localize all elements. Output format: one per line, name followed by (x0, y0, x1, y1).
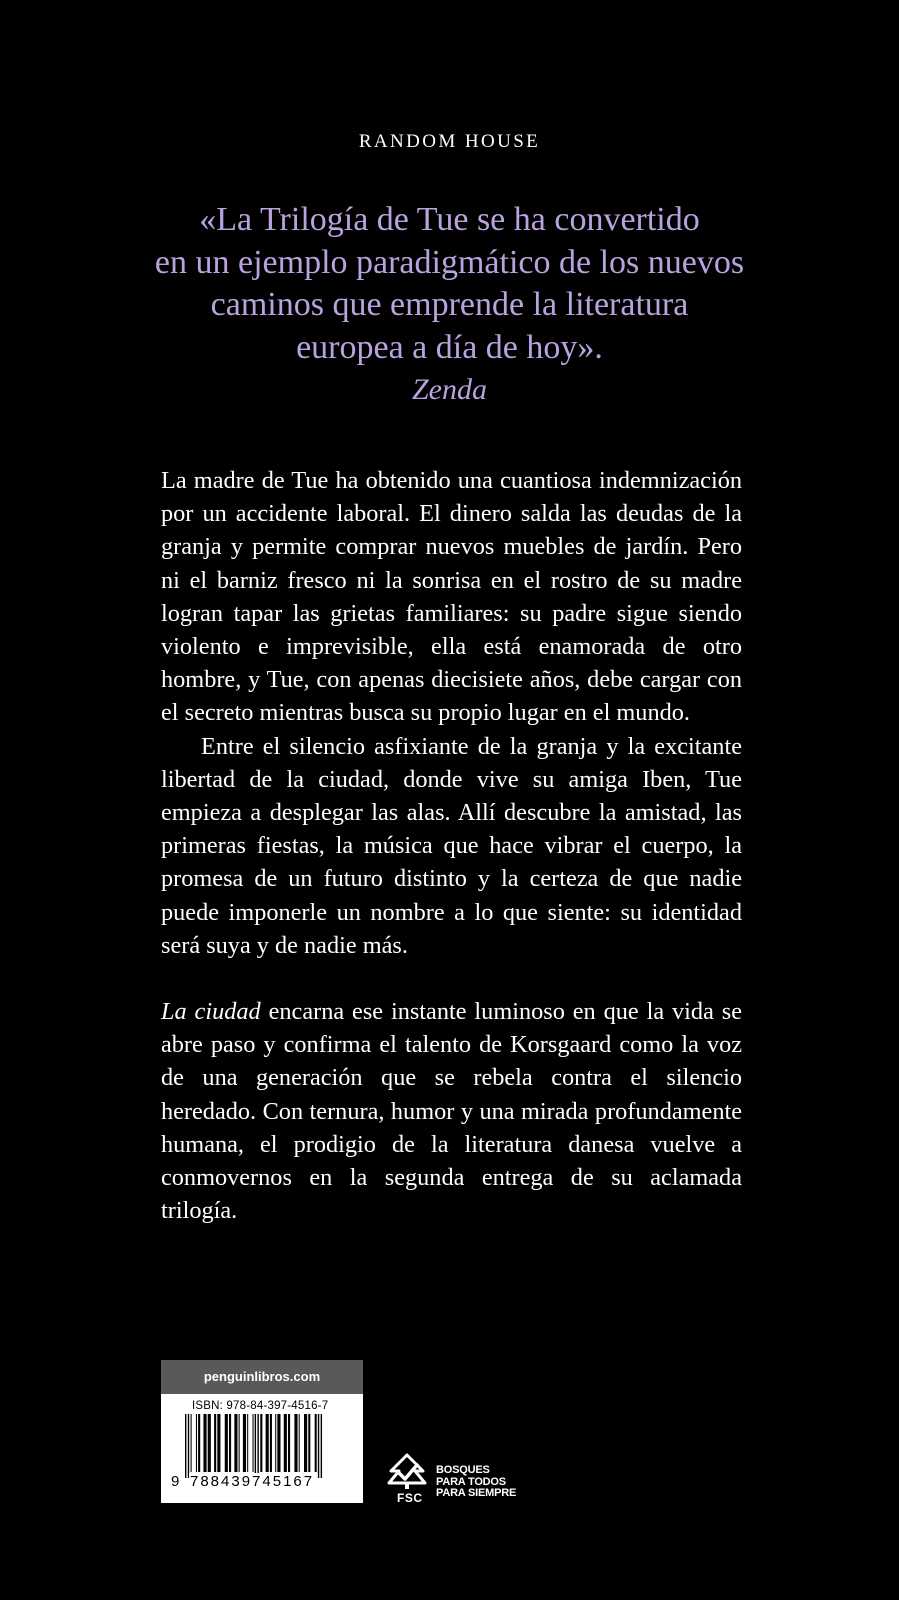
barcode-bar (247, 1414, 248, 1472)
barcode-bar (318, 1414, 319, 1478)
barcode-bar (315, 1414, 317, 1472)
website-label: penguinlibros.com (161, 1360, 363, 1394)
barcode-bar (239, 1414, 240, 1472)
barcode-bar (191, 1414, 192, 1472)
blurb-line: caminos que emprende la literatura (210, 286, 689, 323)
barcode-bar (214, 1414, 216, 1472)
barcode-bar (203, 1414, 206, 1472)
barcode-bar (255, 1414, 256, 1478)
barcode-digit-group: 788439745167 (190, 1473, 315, 1490)
publisher-name: RANDOM HOUSE (358, 131, 541, 152)
isbn-label: ISBN: 978-84-397-4516-7 (192, 1400, 329, 1412)
synopsis-paragraph-3 (161, 995, 742, 1227)
barcode-bar (266, 1414, 269, 1472)
barcode-bar (243, 1414, 246, 1472)
barcode-bar (225, 1414, 228, 1472)
blurb-line: europea a día de hoy». (296, 328, 603, 366)
barcode-bar (229, 1414, 231, 1472)
synopsis-paragraph-1: La madre de Tue ha obtenido una cuantiosa indemnización por un accidente laboral. El dinero salda las deudas de la granja y permite comprar nuevos muebles de jardín. Pero ni el barniz fresco ni la sonrisa en el rostro de su madre logran tapar las grietas familiares: su padre sigue siendo violento e imprevisible, ella está enamorada de otro hombre, y Tue, con apenas diecisiete años, debe cargar con el secreto mientras busca su propio lugar en el mundo. (161, 467, 742, 727)
barcode-bar (260, 1414, 262, 1472)
barcode-bar (294, 1414, 297, 1472)
barcode-bar (217, 1414, 220, 1472)
fsc-slogan-line: PARA SIEMPRE (436, 1487, 517, 1499)
fsc-slogan (436, 1465, 516, 1500)
barcode-bar (288, 1414, 290, 1472)
barcode-bar (198, 1414, 200, 1472)
barcode-bar (275, 1414, 276, 1472)
fsc-logo (387, 1453, 537, 1513)
blurb-line: en un ejemplo paradigmático de los nuevos (154, 243, 745, 281)
barcode-panel (161, 1360, 363, 1503)
synopsis (161, 464, 742, 1227)
fsc-slogan-line: PARA TODOS (436, 1475, 506, 1488)
barcode-bar (299, 1414, 300, 1472)
blurb-line: «La Trilogía de Tue se ha convertido (199, 201, 700, 238)
barcode-bar (270, 1414, 272, 1472)
barcode-bar (196, 1414, 197, 1472)
barcode-lead-digit: 9 (171, 1473, 182, 1490)
barcode-bar (234, 1414, 237, 1472)
barcode-bar (304, 1414, 307, 1472)
fsc-slogan-line: BOSQUES (436, 1464, 490, 1476)
blurb-attribution: Zenda (412, 373, 487, 406)
barcode-bar (208, 1414, 211, 1472)
barcode-bar (308, 1414, 310, 1472)
book-title: La ciudad (161, 998, 261, 1026)
barcode-bar (257, 1414, 258, 1478)
barcode (183, 1414, 343, 1480)
barcode-bar (253, 1414, 254, 1472)
barcode-bar (185, 1414, 186, 1478)
barcode-bar (321, 1414, 322, 1478)
tree-check-icon (387, 1453, 431, 1493)
synopsis-paragraph-3-text: encarna ese instante luminoso en que la vida se abre paso y confirma el talento de Korsgaard como la voz de una generación que se rebela contra el silencio heredado. Con ternura, humor y una mirada profundamente humana, el prodigio de la literatura danesa vuelve a conmovernos en la segunda entrega de su aclamada trilogía. (161, 998, 742, 1225)
barcode-bar (188, 1414, 189, 1478)
barcode-bar (284, 1414, 287, 1472)
fsc-label: FSC (397, 1491, 423, 1505)
barcode-bar (277, 1414, 280, 1472)
paragraph-spacer (161, 962, 742, 995)
synopsis-paragraph-2: Entre el silencio asfixiante de la granja y la excitante libertad de la ciudad, donde vive su amiga Iben, Tue empieza a desplegar las alas. Allí descubre la amistad, las primeras fiestas, la música que hace vibrar el cuerpo, la promesa de un futuro distinto y la certeza de que nadie puede imponerle un nombre a lo que siente: su identidad será suya y de nadie más. (161, 732, 742, 959)
blurb-quote (100, 199, 799, 369)
